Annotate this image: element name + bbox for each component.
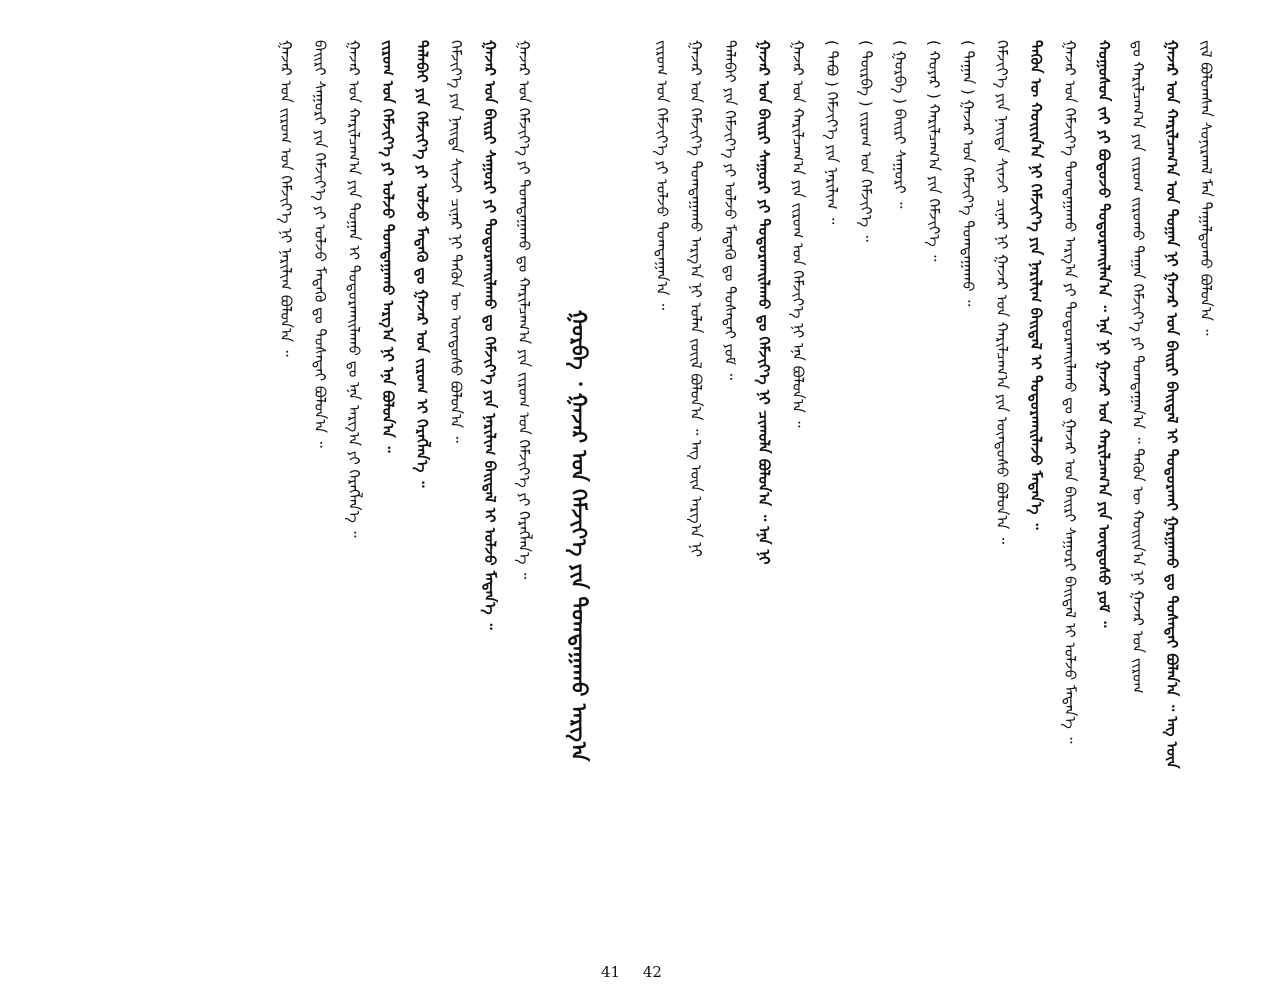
- left-column-3: ᠬᠡᠮᠵᠢᠶ᠎ᠡ ᠶᠢᠨ ᠨᠡᠢᠲᠡ ᠰᠢᠨᠵᠢ ᠴᠢᠨᠠᠷ ᠨᠢ ᠲᠡᠭᠦᠨ ᠦ ᠦᠨᠳᠦᠰᠦ ᠪᠣᠯᠤᠨ᠎ᠠ ᠃: [447, 40, 465, 443]
- section-title: ᠭᠤᠷᠪᠠ ᠂ ᠭᠠᠵᠠᠷ ᠤᠨ ᠬᠡᠮᠵᠢᠶ᠎ᠡ ᠶᠢᠨ ᠲᠣᠭᠲᠠᠭᠠᠬᠤ ᠠᠷᠭ᠎ᠠ: [567, 310, 591, 762]
- left-column-5: ᠵᠢᠷᠤᠭ ᠤᠨ ᠬᠡᠮᠵᠢᠶ᠎ᠡ ᠶᠢ ᠣᠯᠵᠤ ᠲᠣᠭᠲᠠᠭᠠᠬᠤ ᠠᠷᠭ᠎ᠠ ᠨᠢ ᠡᠨᠡ ᠪᠣᠯᠤᠨ᠎ᠠ ᠃: [379, 40, 397, 453]
- page-number-left: 41: [601, 963, 621, 981]
- list-item-5: ( ᠲᠠᠪᠤ ) ᠬᠡᠮᠵᠢᠶ᠎ᠡ ᠶᠢᠨ ᠨᠠᠷᠢᠯᠢᠭ ᠃: [823, 40, 841, 225]
- left-column-8: ᠭᠠᠵᠠᠷ ᠤᠨ ᠵᠢᠷᠤᠭ ᠤᠨ ᠬᠡᠮᠵᠢᠶ᠎ᠡ ᠨᠢ ᠨᠠᠷᠢᠯᠢᠭ ᠪᠣᠯᠤᠨ᠎ᠠ ᠃: [277, 40, 295, 357]
- list-item-2: ( ᠬᠣᠶᠠᠷ ) ᠬᠠᠷᠢᠯᠴᠠᠭ᠎ᠠ ᠶᠢᠨ ᠬᠡᠮᠵᠢᠶ᠎ᠡ ᠃: [925, 40, 943, 262]
- text-column-5: ᠭᠠᠵᠠᠷ ᠤᠨ ᠬᠡᠮᠵᠢᠶ᠎ᠡ ᠲᠣᠭᠲᠠᠭᠠᠬᠤ ᠠᠷᠭ᠎ᠠ ᠶᠢ ᠲᠣᠳᠣᠷᠬᠠᠢᠯᠠᠬᠤ ᠳᠤ ᠭᠠᠵᠠᠷ ᠤᠨ ᠪᠠᠢᠷᠢ ᠰᠠᠭᠤᠷᠢ ᠪᠠᠢᠳᠠᠯ ᠢ ᠣᠯᠵᠤ ᠮᠡᠳᠡᠨ᠎ᠡ ᠃: [1061, 40, 1079, 744]
- text-column-4: ᠬᠣᠭᠤᠰᠤᠨ ᠵᠠᠢ ᠶᠢ ᠪᠣᠳᠤᠵᠤ ᠲᠣᠳᠣᠷᠬᠠᠢᠯᠠᠨ᠎ᠠ ᠃ ᠡᠨᠡ ᠨᠢ ᠭᠠᠵᠠᠷ ᠤᠨ ᠬᠠᠷᠢᠯᠴᠠᠭ᠎ᠠ ᠶᠢᠨ ᠦᠨᠳᠦᠰᠦ ᠶᠤᠮ ᠃: [1095, 40, 1113, 628]
- text-column-6: ᠲᠡᠭᠦᠨ ᠦ ᠬᠣᠢᠢᠨ᠎ᠠ ᠨᠢ ᠬᠡᠮᠵᠢᠶ᠎ᠡ ᠶᠢᠨ ᠨᠠᠷᠢᠯᠢᠭ ᠪᠠᠢᠳᠠᠯ ᠢ ᠲᠣᠳᠣᠷᠬᠠᠢᠯᠠᠵᠤ ᠮᠡᠳᠡᠨ᠎ᠡ ᠃: [1027, 40, 1045, 530]
- text-column-10: ᠲᠠᠯᠠᠪᠠᠢ ᠶᠢᠨ ᠬᠡᠮᠵᠢᠶ᠎ᠡ ᠶᠢ ᠣᠯᠵᠤ ᠮᠡᠳᠡᠬᠦ ᠳᠤ ᠲᠤᠰᠠᠲᠠᠢ ᠶᠤᠮ ᠃: [721, 40, 739, 380]
- page-number-right: 42: [642, 963, 662, 981]
- text-column-9: ᠭᠠᠵᠠᠷ ᠤᠨ ᠪᠠᠢᠷᠢ ᠰᠠᠭᠤᠷᠢ ᠶᠢ ᠲᠣᠳᠣᠷᠬᠠᠢᠯᠠᠬᠤ ᠳᠤ ᠬᠡᠮᠵᠢᠶ᠎ᠡ ᠨᠢ ᠴᠢᠬᠤᠯᠠ ᠪᠣᠯᠤᠨ᠎ᠠ ᠃ ᠡᠨᠡ ᠨᠢ: [755, 40, 773, 565]
- list-item-4: ( ᠳᠥᠷᠪᠡ ) ᠵᠢᠷᠤᠭ ᠤᠨ ᠬᠡᠮᠵᠢᠶ᠎ᠡ ᠃: [857, 40, 875, 242]
- text-column-3: ᠳᠤ ᠬᠠᠷᠢᠯᠴᠠᠭ᠎ᠠ ᠶᠢᠨ ᠵᠢᠷᠤᠭ ᠵᠢᠷᠤᠬᠤ ᠳᠠᠭᠠᠨ ᠬᠡᠮᠵᠢᠶ᠎ᠡ ᠶᠢ ᠲᠣᠭᠲᠠᠭᠠᠨ᠎ᠠ ᠃ ᠲᠡᠭᠦᠨ ᠦ ᠬᠣᠢᠢᠨ᠎ᠠ ᠨᠢ ᠭᠠᠵᠠᠷ ᠤᠨ ᠵᠢᠷᠤᠭ: [1129, 40, 1147, 694]
- text-column-12: ᠵᠢᠷᠤᠭ ᠤᠨ ᠬᠡᠮᠵᠢᠶ᠎ᠡ ᠶᠢ ᠣᠯᠵᠤ ᠲᠣᠭᠲᠠᠭᠠᠨ᠎ᠠ ᠃: [653, 40, 671, 311]
- left-column-2: ᠭᠠᠵᠠᠷ ᠤᠨ ᠪᠠᠢᠷᠢ ᠰᠠᠭᠤᠷᠢ ᠶᠢ ᠲᠣᠳᠣᠷᠬᠠᠢᠯᠠᠬᠤ ᠳᠤ ᠬᠡᠮᠵᠢᠶ᠎ᠡ ᠶᠢᠨ ᠨᠠᠷᠢᠯᠢᠭ ᠪᠠᠢᠳᠠᠯ ᠢ ᠣᠯᠵᠤ ᠮᠡᠳᠡᠨ᠎ᠡ ᠃: [481, 40, 499, 630]
- text-column-8: ᠭᠠᠵᠠᠷ ᠤᠨ ᠬᠠᠷᠢᠯᠴᠠᠭ᠎ᠠ ᠶᠢᠨ ᠵᠢᠷᠤᠭ ᠤᠨ ᠬᠡᠮᠵᠢᠶ᠎ᠡ ᠨᠢ ᠡᠨᠡ ᠪᠣᠯᠤᠨ᠎ᠠ ᠃: [789, 40, 807, 428]
- text-column-1: ᠵᠢᠯ ᠪᠣᠯᠤᠭᠰᠠᠨ ᠰᠣᠨᠢᠷᠬᠠᠯ ᠮᠠᠨ᠌ ᠳᠠᠭᠠᠯᠳᠤᠬᠤ ᠪᠣᠯᠤᠨ᠎ᠠ ᠃: [1197, 40, 1215, 336]
- left-column-1: ᠭᠠᠵᠠᠷ ᠤᠨ ᠬᠡᠮᠵᠢᠶ᠎ᠡ ᠶᠢ ᠲᠣᠭᠲᠠᠭᠠᠬᠤ ᠳᠤ ᠬᠠᠷᠢᠯᠴᠠᠭ᠎ᠠ ᠶᠢᠨ ᠵᠢᠷᠤᠭ ᠤᠨ ᠬᠡᠮᠵᠢᠶ᠎ᠡ ᠶᠢ ᠬᠡᠷᠡᠭᠯᠡᠨ᠎ᠡ ᠃: [515, 40, 533, 580]
- list-item-1: ( ᠳᠠᠭᠠᠨ ) ᠭᠠᠵᠠᠷ ᠤᠨ ᠬᠡᠮᠵᠢᠶ᠎ᠡ ᠲᠣᠭᠲᠠᠭᠠᠬᠤ ᠃: [959, 40, 977, 307]
- page-numbers: [0, 963, 1263, 981]
- left-column-6: ᠭᠠᠵᠠᠷ ᠤᠨ ᠬᠠᠷᠢᠯᠴᠠᠭ᠎ᠠ ᠶᠢᠨ ᠲᠣᠭᠠᠨ ᠢ ᠲᠣᠳᠣᠷᠬᠠᠢᠯᠠᠬᠤ ᠳᠤ ᠡᠨᠡ ᠠᠷᠭ᠎ᠠ ᠶᠢ ᠬᠡᠷᠡᠭᠯᠡᠨ᠎ᠡ ᠃: [345, 40, 363, 538]
- text-column-2: ᠭᠠᠵᠠᠷ ᠤᠨ ᠬᠠᠷᠢᠯᠴᠠᠭ᠎ᠠ ᠤᠨ ᠲᠣᠭᠠᠨ ᠨᠢ ᠭᠠᠵᠠᠷ ᠤᠨ ᠪᠠᠢᠷᠢ ᠪᠠᠢᠳᠠᠯ ᠢ ᠲᠣᠳᠣᠷᠬᠠᠢ ᠭᠠᠷᠭᠠᠬᠤ ᠳᠤ ᠲᠤᠰᠠᠲᠠᠢ ᠪᠣᠯᠠᠨ᠎ᠠ ᠃ ᠡᠩ ᠦᠨ: [1163, 40, 1181, 769]
- list-item-3: ( ᠭᠤᠷᠪᠠ ) ᠪᠠᠢᠷᠢ ᠰᠠᠭᠤᠷᠢ ᠃: [891, 40, 909, 209]
- left-column-4: ᠲᠠᠯᠠᠪᠠᠢ ᠶᠢᠨ ᠬᠡᠮᠵᠢᠶ᠎ᠡ ᠶᠢ ᠣᠯᠵᠤ ᠮᠡᠳᠡᠬᠦ ᠳᠤ ᠭᠠᠵᠠᠷ ᠤᠨ ᠵᠢᠷᠤᠭ ᠢ ᠬᠡᠷᠡᠭᠯᠡᠨ᠎ᠡ ᠃: [413, 40, 431, 488]
- text-columns: [40, 40, 1223, 955]
- text-column-7: ᠬᠡᠮᠵᠢᠶ᠎ᠡ ᠶᠢᠨ ᠨᠡᠢᠲᠡ ᠰᠢᠨᠵᠢ ᠴᠢᠨᠠᠷ ᠨᠢ ᠭᠠᠵᠠᠷ ᠤᠨ ᠬᠠᠷᠢᠯᠴᠠᠭ᠎ᠠ ᠶᠢᠨ ᠦᠨᠳᠦᠰᠦ ᠪᠣᠯᠤᠨ᠎ᠠ ᠃: [993, 40, 1011, 545]
- text-column-11: ᠭᠠᠵᠠᠷ ᠤᠨ ᠬᠡᠮᠵᠢᠶ᠎ᠡ ᠲᠣᠭᠲᠠᠭᠠᠬᠤ ᠠᠷᠭ᠎ᠠ ᠨᠢ ᠣᠯᠠᠨ ᠵᠦᠢᠯ ᠪᠣᠯᠤᠨ᠎ᠠ ᠃ ᠡᠩ ᠦᠨ ᠠᠷᠭ᠎ᠠ ᠨᠢ: [687, 40, 705, 558]
- left-column-7: ᠪᠠᠢᠷᠢ ᠰᠠᠭᠤᠷᠢ ᠶᠢᠨ ᠬᠡᠮᠵᠢᠶ᠎ᠡ ᠶᠢ ᠣᠯᠵᠤ ᠮᠡᠳᠡᠬᠦ ᠳᠤ ᠲᠤᠰᠠᠲᠠᠢ ᠪᠣᠯᠤᠨ᠎ᠠ ᠃: [311, 40, 329, 448]
